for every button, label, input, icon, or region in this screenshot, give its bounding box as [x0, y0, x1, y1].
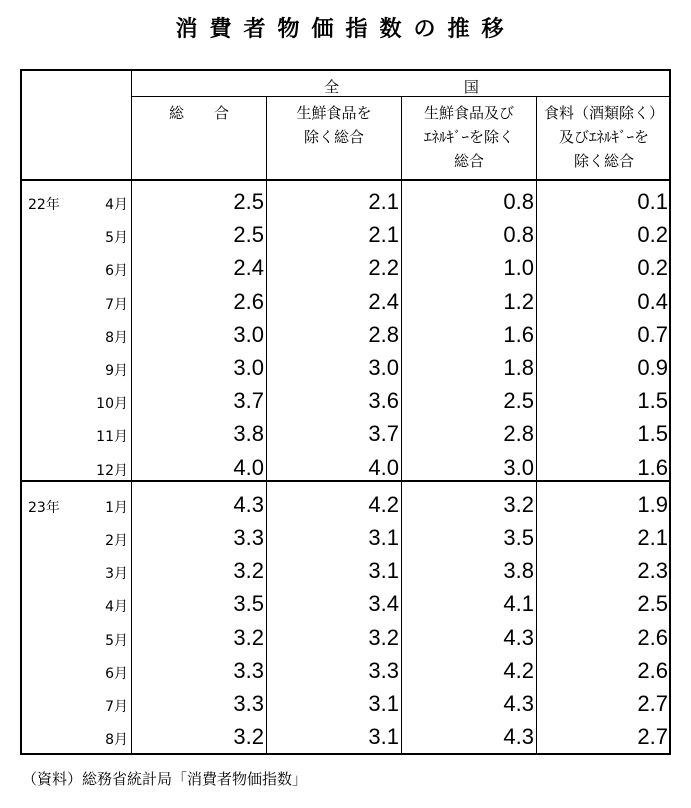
row-value: 3.1 — [368, 525, 399, 550]
row-month: 5月 — [105, 632, 128, 649]
row-value: 2.6 — [637, 624, 668, 650]
table-row — [22, 453, 669, 486]
table-row — [22, 689, 669, 722]
row-value: 0.9 — [637, 355, 668, 380]
table-row — [22, 656, 669, 689]
row-value: 3.6 — [368, 388, 399, 414]
row-year: 23年 — [28, 499, 60, 516]
row-value: 3.7 — [368, 421, 399, 447]
row-value: 0.2 — [637, 255, 668, 281]
row-value: 3.4 — [368, 591, 399, 617]
row-value: 2.1 — [637, 525, 668, 550]
table-row — [22, 623, 669, 656]
table-row — [22, 287, 669, 320]
row-value: 3.1 — [368, 558, 399, 584]
row-value: 3.8 — [233, 421, 264, 447]
row-month: 9月 — [105, 363, 128, 379]
row-month: 3月 — [105, 566, 128, 583]
row-value: 0.1 — [637, 189, 668, 214]
row-value: 3.0 — [503, 454, 534, 480]
header-col-core-core: 生鮮食品及び ｴﾈﾙｷﾞｰを除く 総合 — [423, 104, 514, 170]
row-value: 4.3 — [233, 491, 264, 517]
row-value: 3.1 — [368, 724, 399, 750]
page-title: 消費者物価指数の推移 — [175, 17, 516, 42]
row-month: 4月 — [105, 599, 128, 616]
row-value: 2.7 — [637, 724, 668, 750]
row-value: 1.9 — [637, 491, 668, 517]
row-value: 3.2 — [233, 724, 264, 750]
row-month: 8月 — [105, 732, 128, 749]
row-month: 4月 — [105, 197, 128, 213]
row-value: 3.3 — [233, 525, 264, 550]
row-value: 3.0 — [233, 321, 264, 347]
row-year: 22年 — [28, 197, 60, 213]
row-value: 2.4 — [233, 255, 264, 281]
header-col-core: 生鮮食品を 除く総合 — [296, 104, 372, 146]
row-month: 11月 — [96, 429, 128, 446]
row-value: 3.2 — [368, 624, 399, 650]
row-value: 3.5 — [503, 525, 534, 550]
row-month: 6月 — [105, 665, 128, 682]
row-value: 0.2 — [637, 222, 668, 248]
row-value: 3.0 — [368, 355, 399, 380]
row-value: 3.3 — [233, 691, 264, 716]
row-month: 12月 — [96, 462, 128, 479]
row-value: 1.5 — [637, 421, 668, 447]
table-row — [22, 556, 669, 589]
row-value: 2.8 — [503, 421, 534, 447]
row-month: 2月 — [105, 533, 128, 549]
row-value: 2.2 — [368, 255, 399, 281]
row-value: 2.5 — [233, 189, 264, 214]
table-row — [22, 419, 669, 452]
row-value: 2.3 — [637, 558, 668, 584]
row-value: 2.1 — [368, 222, 399, 248]
row-value: 3.2 — [503, 491, 534, 517]
row-value: 1.5 — [637, 388, 668, 414]
table-row — [22, 490, 669, 523]
table-row — [22, 320, 669, 353]
row-value: 0.8 — [503, 189, 534, 214]
row-month: 1月 — [105, 499, 128, 516]
row-value: 2.8 — [368, 321, 399, 347]
table-row — [22, 220, 669, 253]
row-month: 7月 — [105, 699, 128, 715]
row-value: 4.3 — [503, 691, 534, 716]
row-value: 2.6 — [233, 288, 264, 314]
row-value: 3.3 — [233, 657, 264, 683]
row-value: 4.3 — [503, 724, 534, 750]
cpi-table — [20, 69, 671, 755]
row-month: 8月 — [105, 329, 128, 346]
row-value: 2.5 — [637, 591, 668, 617]
row-value: 3.8 — [503, 558, 534, 584]
row-value: 0.7 — [637, 321, 668, 347]
row-month: 5月 — [105, 230, 128, 247]
row-value: 2.7 — [637, 691, 668, 716]
row-value: 3.1 — [368, 691, 399, 716]
row-month: 10月 — [96, 396, 128, 413]
row-value: 1.6 — [637, 454, 668, 480]
row-value: 3.3 — [368, 657, 399, 683]
row-value: 2.6 — [637, 657, 668, 683]
row-value: 2.4 — [368, 288, 399, 314]
row-value: 0.8 — [503, 222, 534, 248]
table-row — [22, 253, 669, 286]
source-note: （資料）総務省統計局「消費者物価指数」 — [22, 770, 308, 788]
row-value: 3.0 — [233, 355, 264, 380]
row-value: 2.1 — [368, 189, 399, 214]
header-col-total: 総 合 — [168, 104, 229, 122]
table-row — [22, 187, 669, 220]
header-group-zenkoku: 全 国 — [324, 78, 539, 96]
row-month: 7月 — [105, 296, 128, 313]
row-value: 4.0 — [368, 454, 399, 480]
row-value: 1.8 — [503, 355, 534, 380]
row-value: 4.1 — [503, 591, 534, 617]
table-row — [22, 353, 669, 386]
table-row — [22, 589, 669, 622]
row-value: 3.7 — [233, 388, 264, 414]
table-row — [22, 386, 669, 419]
row-value: 4.2 — [368, 491, 399, 517]
header-col-us-core: 食料（酒類除く） 及びｴﾈﾙｷﾞｰを 除く総合 — [543, 104, 664, 170]
row-value: 1.6 — [503, 321, 534, 347]
row-value: 2.5 — [233, 222, 264, 248]
header-divider — [22, 179, 669, 181]
row-month: 6月 — [105, 263, 128, 280]
row-value: 4.0 — [233, 454, 264, 480]
row-value: 1.2 — [503, 288, 534, 314]
row-value: 4.2 — [503, 657, 534, 683]
table-row — [22, 722, 669, 755]
row-value: 2.5 — [503, 388, 534, 414]
row-value: 4.3 — [503, 624, 534, 650]
row-value: 3.5 — [233, 591, 264, 617]
table-row — [22, 523, 669, 556]
row-value: 0.4 — [637, 288, 668, 314]
row-value: 3.2 — [233, 558, 264, 584]
row-value: 1.0 — [503, 255, 534, 281]
row-value: 3.2 — [233, 624, 264, 650]
